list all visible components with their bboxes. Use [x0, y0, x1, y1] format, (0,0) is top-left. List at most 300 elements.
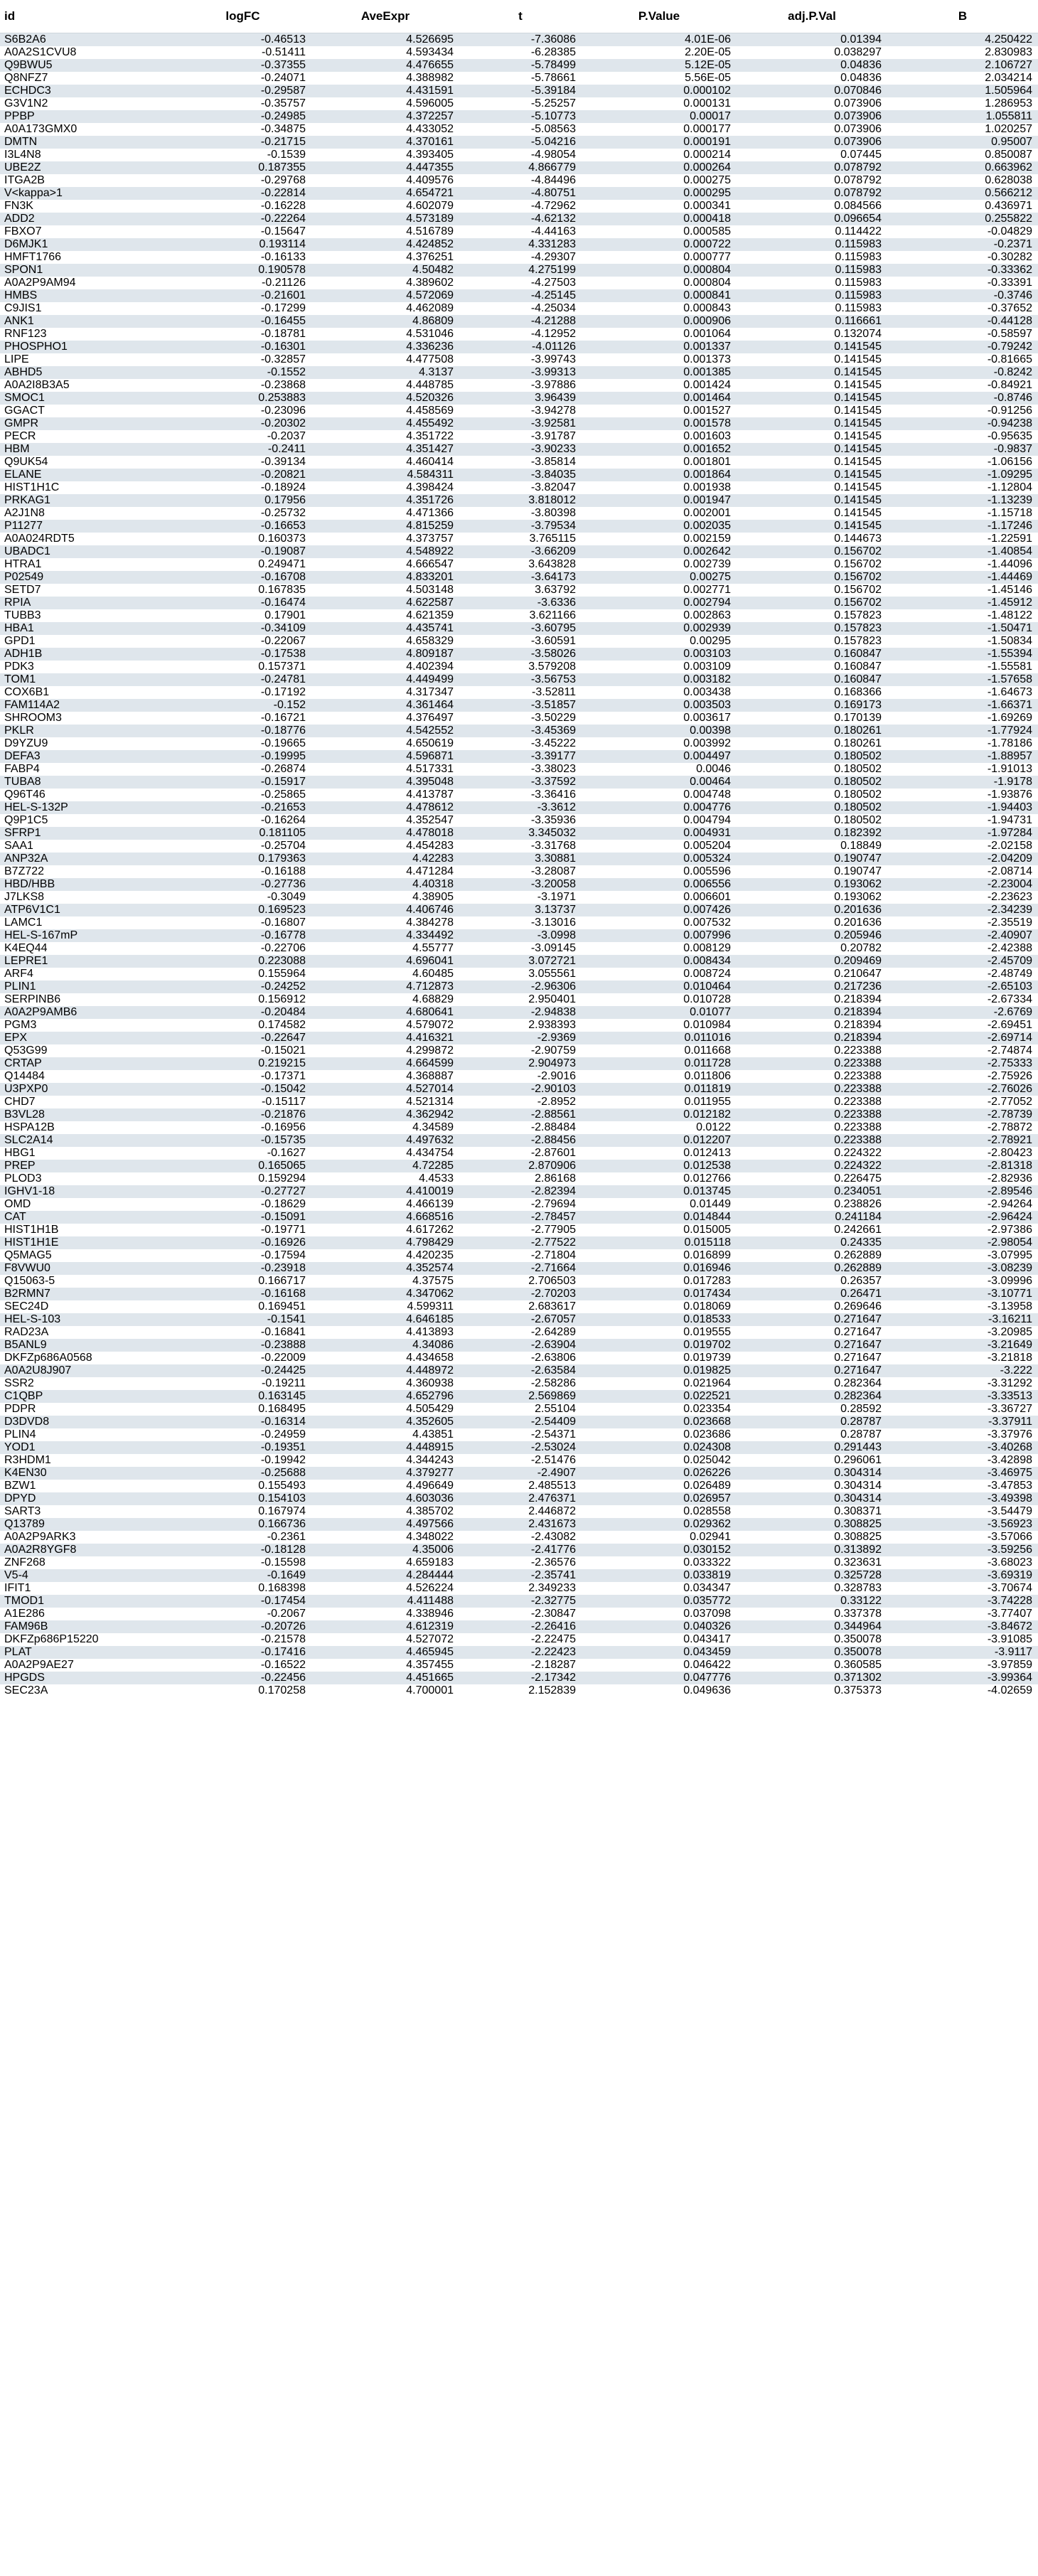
cell-b: -0.81665 [987, 353, 1032, 365]
table-row [0, 1313, 1038, 1326]
cell-b: -0.79242 [887, 341, 1038, 353]
cell-pvalue: 0.001864 [582, 469, 737, 481]
cell-t: -2.26416 [459, 1620, 582, 1633]
cell-aveexpr: 4.60485 [412, 968, 454, 980]
table-row [0, 1377, 1038, 1390]
cell-id: G3V1N2 [4, 97, 48, 109]
cell-pvalue: 0.006556 [582, 878, 737, 891]
cell-id: CAT [0, 1211, 174, 1224]
cell-t: -2.54409 [459, 1416, 582, 1428]
cell-logfc: -0.18776 [174, 725, 311, 737]
cell-b: 0.663962 [887, 161, 1038, 174]
cell-adj-pval: 0.141545 [834, 456, 882, 468]
cell-logfc: -0.21715 [174, 136, 311, 149]
cell-id: DPYD [0, 1492, 174, 1505]
cell-logfc: -0.22456 [174, 1672, 311, 1684]
cell-pvalue: 0.004748 [683, 789, 731, 801]
table-row [0, 366, 1038, 379]
cell-aveexpr: 4.372257 [311, 110, 459, 123]
cell-b: 1.286953 [985, 97, 1032, 109]
cell-b: -3.37976 [987, 1428, 1032, 1441]
cell-t: 2.938393 [528, 1019, 576, 1031]
cell-pvalue: 0.016946 [582, 1262, 737, 1275]
cell-adj-pval: 0.190747 [834, 865, 882, 877]
cell-adj-pval: 0.193062 [834, 891, 882, 903]
cell-logfc: 0.165065 [174, 1160, 311, 1172]
cell-adj-pval: 0.223388 [834, 1121, 882, 1133]
table-row [0, 97, 1038, 110]
cell-logfc: -0.16721 [260, 712, 306, 724]
cell-logfc: -0.34109 [174, 622, 311, 635]
cell-pvalue: 0.010728 [683, 993, 731, 1005]
table-row [0, 85, 1038, 97]
cell-pvalue: 0.000341 [683, 200, 731, 212]
cell-pvalue: 0.046422 [683, 1659, 731, 1671]
cell-pvalue: 0.003109 [683, 661, 731, 673]
cell-id: TUBB3 [4, 609, 41, 621]
table-row [0, 353, 1038, 366]
cell-logfc: 0.249471 [258, 558, 306, 570]
cell-id: RAD23A [4, 1326, 49, 1338]
cell-aveexpr: 4.447355 [311, 161, 459, 174]
cell-id: SEC23A [4, 1684, 48, 1696]
cell-t: 2.569869 [459, 1390, 582, 1403]
cell-pvalue: 0.001373 [683, 353, 731, 365]
table-row [0, 110, 1038, 123]
cell-pvalue: 0.000804 [582, 264, 737, 277]
cell-aveexpr: 4.527072 [406, 1633, 454, 1645]
table-row [0, 609, 1038, 622]
table-row [0, 1633, 1038, 1646]
cell-aveexpr: 4.460414 [406, 456, 454, 468]
cell-aveexpr: 4.299872 [406, 1044, 454, 1057]
table-row [0, 993, 1038, 1006]
cell-aveexpr: 4.599311 [407, 1300, 454, 1313]
cell-aveexpr: 4.398424 [406, 481, 454, 493]
cell-id: ATP6V1C1 [0, 904, 174, 916]
cell-b: -1.69269 [987, 712, 1032, 724]
cell-adj-pval: 0.28787 [737, 1416, 887, 1428]
cell-pvalue: 0.001527 [683, 405, 731, 417]
cell-pvalue: 0.004794 [683, 814, 731, 826]
cell-id: A0A2P9AM94 [4, 277, 76, 289]
cell-pvalue: 0.028558 [683, 1505, 731, 1517]
table-row [0, 1275, 1038, 1288]
table-row [0, 1364, 1038, 1377]
cell-aveexpr: 4.654721 [311, 187, 459, 200]
cell-t: 3.765115 [529, 533, 576, 545]
cell-b: -3.70674 [987, 1582, 1032, 1594]
cell-pvalue: 5.56E-05 [685, 72, 731, 84]
cell-b: -1.06156 [987, 456, 1032, 468]
cell-logfc: 0.154103 [174, 1492, 311, 1505]
cell-t: -4.29307 [530, 251, 576, 263]
cell-logfc: -0.25732 [260, 507, 306, 519]
cell-aveexpr: 4.503148 [406, 584, 454, 596]
cell-t: -3.20058 [459, 878, 582, 891]
cell-logfc: 0.193114 [174, 238, 311, 251]
cell-logfc: -0.29587 [174, 85, 311, 97]
cell-logfc: -0.17416 [174, 1646, 311, 1659]
cell-pvalue: 0.0122 [696, 1121, 731, 1133]
cell-logfc: -0.21653 [174, 801, 311, 814]
cell-t: -2.8952 [537, 1096, 576, 1108]
cell-adj-pval: 0.291443 [737, 1441, 887, 1454]
cell-b: -2.94264 [987, 1198, 1032, 1210]
cell-pvalue: 0.012413 [683, 1147, 731, 1159]
cell-pvalue: 0.023354 [683, 1403, 731, 1415]
table-row [0, 46, 1038, 59]
cell-adj-pval: 0.304314 [737, 1467, 887, 1480]
cell-aveexpr: 4.35006 [311, 1544, 459, 1556]
table-row [0, 1019, 1038, 1032]
cell-b: -3.42898 [987, 1454, 1032, 1466]
cell-aveexpr: 4.351726 [311, 494, 459, 507]
cell-id: DEFA3 [0, 750, 174, 763]
cell-aveexpr: 4.435741 [311, 622, 459, 635]
cell-aveexpr: 4.393405 [406, 149, 454, 161]
cell-b: -3.21649 [887, 1339, 1038, 1352]
cell-adj-pval: 0.180502 [834, 789, 882, 801]
cell-t: -3.91787 [530, 430, 576, 442]
table-row [0, 686, 1038, 699]
cell-pvalue: 0.02941 [690, 1531, 731, 1543]
cell-aveexpr: 4.413787 [406, 789, 454, 801]
cell-aveexpr: 4.411488 [311, 1595, 459, 1608]
cell-logfc: -0.16474 [174, 597, 311, 609]
cell-pvalue: 0.000102 [582, 85, 737, 97]
table-row [0, 1006, 1038, 1019]
cell-id: SEC24D [4, 1300, 49, 1313]
cell-id: CHD7 [4, 1096, 36, 1108]
cell-adj-pval: 0.350078 [737, 1646, 887, 1659]
cell-id: ITGA2B [4, 174, 45, 186]
table-row [0, 1211, 1038, 1224]
cell-t: -5.25257 [530, 97, 576, 109]
cell-pvalue: 0.001801 [683, 456, 731, 468]
cell-logfc: -0.17454 [174, 1595, 311, 1608]
table-row [0, 1083, 1038, 1096]
cell-b: -3.77407 [987, 1608, 1032, 1620]
cell-b: -1.45146 [987, 584, 1032, 596]
cell-adj-pval: 0.328783 [834, 1582, 882, 1594]
cell-logfc: -0.16807 [260, 916, 306, 929]
cell-t: -4.01126 [459, 341, 582, 353]
cell-logfc: -0.152 [174, 699, 311, 712]
cell-t: -2.9016 [537, 1070, 576, 1082]
cell-pvalue: 0.000777 [683, 251, 731, 263]
cell-logfc: -0.24252 [174, 980, 311, 993]
table-row [0, 1390, 1038, 1403]
cell-pvalue: 0.025042 [683, 1454, 731, 1466]
cell-id: HSPA12B [4, 1121, 55, 1133]
cell-adj-pval: 0.241184 [737, 1211, 887, 1224]
table-row [0, 481, 1038, 494]
cell-pvalue: 0.012182 [582, 1108, 737, 1121]
table-row [0, 878, 1038, 891]
cell-pvalue: 0.005324 [582, 853, 737, 865]
cell-adj-pval: 0.141545 [834, 405, 882, 417]
table-row [0, 443, 1038, 456]
cell-b: -3.21818 [987, 1352, 1032, 1364]
cell-adj-pval: 0.210647 [834, 968, 882, 980]
cell-adj-pval: 0.26357 [840, 1275, 882, 1287]
table-row [0, 1684, 1038, 1697]
cell-b: -3.49398 [887, 1492, 1038, 1505]
cell-adj-pval: 0.20782 [840, 942, 882, 954]
cell-logfc: 0.190578 [174, 264, 311, 277]
table-row [0, 1236, 1038, 1249]
cell-b: -2.97386 [987, 1224, 1032, 1236]
cell-pvalue: 0.003992 [683, 737, 731, 749]
cell-t: -4.27503 [530, 277, 576, 289]
cell-pvalue: 0.001464 [582, 392, 737, 405]
cell-t: 3.13737 [459, 904, 582, 916]
cell-logfc: 0.157371 [258, 661, 306, 673]
cell-logfc: -0.19351 [174, 1441, 311, 1454]
cell-id: SSR2 [4, 1377, 34, 1389]
cell-b: -1.57658 [887, 673, 1038, 686]
cell-aveexpr: 4.548922 [311, 545, 459, 558]
cell-aveexpr: 4.458569 [406, 405, 454, 417]
cell-logfc: 0.169451 [258, 1300, 306, 1313]
cell-aveexpr: 4.361464 [311, 699, 459, 712]
cell-id: HMFT1766 [4, 251, 62, 263]
cell-aveexpr: 4.478612 [311, 801, 459, 814]
cell-logfc: -0.2361 [267, 1531, 306, 1543]
cell-b: -3.99364 [887, 1672, 1038, 1684]
cell-b: 1.020257 [985, 123, 1032, 135]
table-row [0, 225, 1038, 238]
cell-pvalue: 0.026489 [683, 1480, 731, 1492]
cell-logfc: -0.16653 [174, 520, 311, 533]
table-row [0, 1108, 1038, 1121]
cell-adj-pval: 0.141545 [834, 379, 882, 391]
table-row [0, 1595, 1038, 1608]
cell-adj-pval: 0.157823 [834, 609, 882, 621]
cell-adj-pval: 0.223388 [834, 1096, 882, 1108]
cell-t: 3.055561 [528, 968, 576, 980]
cell-t: -2.79694 [530, 1198, 576, 1210]
cell-adj-pval: 0.308825 [834, 1531, 882, 1543]
cell-aveexpr: 4.388982 [406, 72, 454, 84]
cell-logfc: 0.168398 [258, 1582, 306, 1594]
cell-t: -2.88456 [459, 1134, 582, 1147]
cell-adj-pval: 0.073906 [737, 136, 887, 149]
cell-b: -1.44469 [887, 571, 1038, 584]
cell-adj-pval: 0.141545 [737, 520, 887, 533]
cell-b: -3.68023 [987, 1556, 1032, 1568]
table-row [0, 1172, 1038, 1185]
cell-adj-pval: 0.073906 [834, 97, 882, 109]
cell-b: -2.82936 [987, 1172, 1032, 1185]
table-row [0, 1032, 1038, 1044]
cell-t: -2.88561 [459, 1108, 582, 1121]
cell-b: -3.13958 [987, 1300, 1032, 1313]
cell-pvalue: 0.023668 [582, 1416, 737, 1428]
table-row [0, 1262, 1038, 1275]
cell-id: IFIT1 [4, 1582, 31, 1594]
cell-logfc: -0.15598 [260, 1556, 306, 1568]
cell-b: -2.76026 [887, 1083, 1038, 1096]
cell-id: PRKAG1 [0, 494, 174, 507]
cell-aveexpr: 4.712873 [311, 980, 459, 993]
cell-id: B2RMN7 [0, 1288, 174, 1300]
table-row [0, 1518, 1038, 1531]
cell-pvalue: 0.001064 [683, 328, 731, 340]
cell-b: -1.17246 [887, 520, 1038, 533]
cell-pvalue: 0.019702 [582, 1339, 737, 1352]
cell-id: RPIA [0, 597, 174, 609]
table-row [0, 1057, 1038, 1070]
cell-logfc: -0.32857 [260, 353, 306, 365]
cell-t: -3.99313 [459, 366, 582, 379]
cell-b: 0.255822 [887, 213, 1038, 225]
cell-aveexpr: 4.584311 [311, 469, 459, 481]
table-row [0, 1608, 1038, 1620]
cell-logfc: -0.26874 [260, 763, 306, 775]
cell-adj-pval: 0.169173 [737, 699, 887, 712]
table-row [0, 891, 1038, 904]
cell-logfc: -0.16133 [260, 251, 306, 263]
cell-t: -3.79534 [459, 520, 582, 533]
cell-logfc: -0.39134 [260, 456, 306, 468]
cell-logfc: -0.27727 [174, 1185, 311, 1198]
cell-adj-pval: 0.141545 [834, 430, 882, 442]
cell-id: SFRP1 [0, 827, 174, 840]
cell-logfc: -0.16455 [174, 315, 311, 328]
cell-b: -1.91013 [987, 763, 1032, 775]
cell-b: -2.48749 [987, 968, 1032, 980]
cell-aveexpr: 4.55777 [412, 942, 454, 954]
table-row [0, 1185, 1038, 1198]
cell-adj-pval: 0.224322 [834, 1147, 882, 1159]
cell-adj-pval: 0.182392 [737, 827, 887, 840]
cell-adj-pval: 0.201636 [737, 904, 887, 916]
cell-id: OMD [4, 1198, 31, 1210]
table-row [0, 72, 1038, 85]
cell-t: -2.71804 [530, 1249, 576, 1261]
cell-b: -2.69451 [987, 1019, 1032, 1031]
cell-b: -1.55394 [887, 648, 1038, 661]
cell-pvalue: 0.00398 [582, 725, 737, 737]
cell-pvalue: 0.002771 [683, 584, 731, 596]
cell-b: -3.20985 [987, 1326, 1032, 1338]
cell-adj-pval: 0.223388 [834, 1044, 882, 1057]
cell-id: HTRA1 [4, 558, 42, 570]
cell-id: TMOD1 [0, 1595, 174, 1608]
cell-t: -4.98054 [530, 149, 576, 161]
cell-t: -2.54371 [530, 1428, 576, 1441]
cell-aveexpr: 4.38905 [412, 891, 454, 903]
cell-adj-pval: 0.170139 [834, 712, 882, 724]
cell-t: 2.683617 [528, 1300, 576, 1313]
cell-pvalue: 0.000275 [683, 174, 731, 186]
cell-t: -3.84035 [459, 469, 582, 481]
cell-t: -7.36086 [459, 33, 582, 47]
cell-aveexpr: 4.448915 [311, 1441, 459, 1454]
cell-t: -3.94278 [530, 405, 576, 417]
cell-aveexpr: 4.368887 [406, 1070, 454, 1082]
cell-logfc: -0.15117 [262, 1096, 306, 1108]
cell-logfc: -0.21601 [174, 289, 311, 302]
cell-adj-pval: 0.271647 [834, 1326, 882, 1338]
cell-aveexpr: 4.646185 [311, 1313, 459, 1326]
cell-logfc: -0.17371 [260, 1070, 306, 1082]
column-header-t: t [459, 0, 582, 33]
cell-id: PLIN1 [0, 980, 174, 993]
table-row [0, 929, 1038, 942]
cell-pvalue: 0.003438 [683, 686, 731, 698]
cell-pvalue: 0.002159 [683, 533, 731, 545]
cell-id: B7Z722 [4, 865, 45, 877]
cell-t: -4.44163 [530, 225, 576, 237]
cell-logfc: 0.17956 [174, 494, 311, 507]
cell-aveexpr: 4.596005 [406, 97, 454, 109]
cell-adj-pval: 0.180261 [834, 737, 882, 749]
cell-id: FABP4 [4, 763, 40, 775]
cell-t: -3.45369 [459, 725, 582, 737]
cell-adj-pval: 0.33122 [737, 1595, 887, 1608]
table-row [0, 213, 1038, 225]
cell-logfc: 0.167835 [258, 584, 306, 596]
table-row [0, 712, 1038, 725]
cell-id: SERPINB6 [4, 993, 61, 1005]
cell-id: FAM114A2 [0, 699, 174, 712]
cell-t: -3.39177 [459, 750, 582, 763]
cell-id: S6B2A6 [0, 33, 174, 47]
cell-aveexpr: 4.666547 [406, 558, 454, 570]
cell-logfc: -0.23868 [260, 379, 306, 391]
cell-logfc: -0.16522 [260, 1659, 306, 1671]
cell-id: SART3 [4, 1505, 41, 1517]
table-row [0, 597, 1038, 609]
cell-pvalue: 0.0046 [696, 763, 731, 775]
cell-t: -3.90233 [459, 443, 582, 456]
cell-id: A0A2P9AMB6 [0, 1006, 174, 1019]
cell-id: Q53G99 [4, 1044, 48, 1057]
cell-b: -0.3746 [887, 289, 1038, 302]
table-row [0, 750, 1038, 763]
cell-t: -2.63584 [459, 1364, 582, 1377]
cell-aveexpr: 4.434754 [406, 1147, 454, 1159]
cell-aveexpr: 4.497566 [311, 1518, 459, 1531]
table-row [0, 1121, 1038, 1134]
table-row [0, 277, 1038, 289]
cell-logfc: -0.16926 [174, 1236, 311, 1249]
cell-t: -2.70203 [459, 1288, 582, 1300]
cell-id: A0A2I8B3A5 [4, 379, 70, 391]
cell-pvalue: 0.043417 [683, 1633, 731, 1645]
cell-logfc: -0.16264 [260, 814, 306, 826]
cell-id: SHROOM3 [4, 712, 62, 724]
cell-adj-pval: 0.070846 [737, 85, 887, 97]
cell-adj-pval: 0.114422 [835, 225, 882, 237]
cell-adj-pval: 0.282364 [737, 1390, 887, 1403]
table-row [0, 827, 1038, 840]
cell-id: D9YZU9 [4, 737, 48, 749]
cell-aveexpr: 4.334492 [311, 929, 459, 942]
cell-adj-pval: 0.180502 [737, 776, 887, 789]
cell-t: -2.41776 [459, 1544, 582, 1556]
cell-b: -2.67334 [987, 993, 1032, 1005]
cell-aveexpr: 4.424852 [311, 238, 459, 251]
cell-logfc: 0.160373 [258, 533, 306, 545]
table-row [0, 1198, 1038, 1211]
cell-aveexpr: 4.621359 [406, 609, 454, 621]
cell-b: -2.40907 [887, 929, 1038, 942]
cell-t: -2.51476 [530, 1454, 576, 1466]
